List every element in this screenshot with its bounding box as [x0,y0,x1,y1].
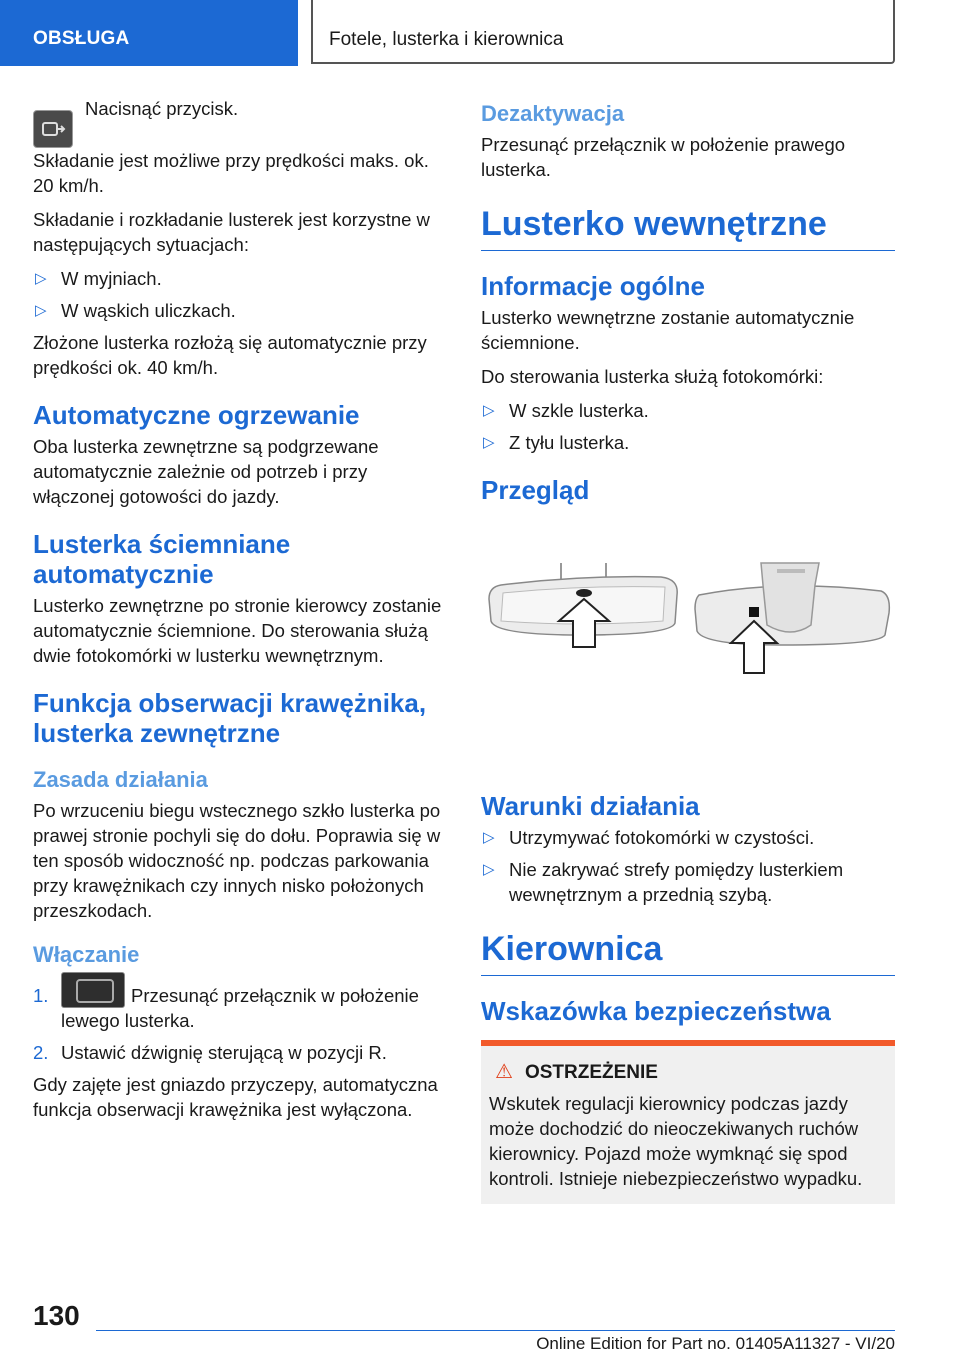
footer-edition: Online Edition for Part no. 01405A11327 - VI/20 [536,1334,895,1353]
heading-dimming: Lusterka ściemniane automatycznie [33,529,291,589]
warning-title: ⚠ OSTRZEŻENIE [495,1061,658,1083]
press-button-row [33,96,447,134]
paragraph: Składanie i rozkładanie lusterek jest korzystne w następujących sytuacjach: [33,209,430,255]
heading-principle: Zasada działania [33,767,208,792]
mirror-fold-button-icon [33,110,73,148]
paragraph: Gdy zajęte jest gniazdo przyczepy, automatyczna funkcja obserwacji krawężnika jest wyłączona. [33,1074,438,1121]
list-item: ▷ W myjniach. [35,268,162,289]
inner-mirror-illustration [481,555,895,755]
heading-steering-wheel: Kierownica [481,929,895,976]
paragraph: Składanie jest możliwe przy prędkości maks. ok. 20 km/h. [33,150,429,196]
list-item: ▷ W wąskich uliczkach. [35,300,236,321]
warning-box [481,1046,895,1204]
heading-activation: Włączanie [33,942,140,967]
step-item: 2. Ustawić dźwignię sterującą w pozycji R. [33,1042,387,1064]
list-item: ▷ W szkle lusterka. [483,400,649,421]
bullet-triangle-icon: ▷ [35,302,47,319]
paragraph: Przesunąć przełącznik w położenie prawego lusterka. [481,134,846,180]
heading-overview: Przegląd [481,475,590,505]
heading-safety: Wskazówka bezpieczeństwa [481,996,831,1026]
page-header [0,0,960,66]
press-button-text: Nacisnąć przycisk. [85,98,239,119]
right-column [481,100,895,1204]
step-item: 1. Przesunąć przełącznik w położenie lewego lusterka. [33,983,447,1033]
paragraph: Lusterko wewnętrzne zostanie automatycznie ściemnione. [481,307,855,353]
paragraph: Złożone lusterka rozłożą się automatycznie przy prędkości ok. 40 km/h. [33,332,427,378]
bullet-triangle-icon: ▷ [483,861,495,878]
step-number: 1. [33,985,49,1006]
list-item: ▷ Utrzymywać fotokomórki w czystości. [483,827,815,848]
left-column [33,96,447,1131]
warning-triangle-icon: ⚠ [495,1061,513,1083]
footer-divider [96,1330,895,1331]
paragraph: Do sterowania lusterka służą fotokomórki: [481,366,824,387]
step-number: 2. [33,1042,49,1064]
list-item: ▷ Nie zakrywać strefy pomiędzy lusterkiem wewnętrznym a przednią szybą. [483,859,844,905]
paragraph: Lusterko zewnętrzne po stronie kierowcy zostanie automatycznie ściemnione. Do sterowania służą dwie fotokomórki w lusterku wewnętrznym. [33,595,442,666]
warning-text: Wskutek regulacji kierownicy podczas jazdy może dochodzić do nieoczekiwanych ruchów kierownicy. Pojazd może wymknąć się spod kontroli. Istnieje niebezpieczeństwo wypadku. [489,1093,863,1189]
heading-inner-mirror: Lusterko wewnętrzne [481,204,895,251]
heading-general: Informacje ogólne [481,271,705,301]
mirror-switch-icon [61,972,125,1008]
paragraph: Oba lusterka zewnętrzne są podgrzewane automatycznie zależnie od potrzeb i przy włączonej gotowości do jazdy. [33,436,379,507]
heading-heating: Automatyczne ogrzewanie [33,400,360,430]
paragraph: Po wrzuceniu biegu wstecznego szkło lusterka po prawej stronie pochyli się do dołu. Poprawia się w ten sposób widoczność np. podczas parkowania przy krawężnikach czy innych nisko położonych przeszkodach. [33,800,441,921]
heading-deactivation: Dezaktywacja [481,101,625,126]
bullet-triangle-icon: ▷ [35,270,47,287]
bullet-triangle-icon: ▷ [483,829,495,846]
bullet-triangle-icon: ▷ [483,402,495,419]
heading-curb: Funkcja obserwacji krawężnika, lusterka zewnętrzne [33,688,427,748]
chapter-title: Fotele, lusterka i kierownica [311,0,895,64]
list-item: ▷ Z tyłu lusterka. [483,432,630,453]
page-number: 130 [33,1300,80,1331]
bullet-triangle-icon: ▷ [483,434,495,451]
heading-conditions: Warunki działania [481,791,700,821]
section-tab: OBSŁUGA [0,0,298,66]
